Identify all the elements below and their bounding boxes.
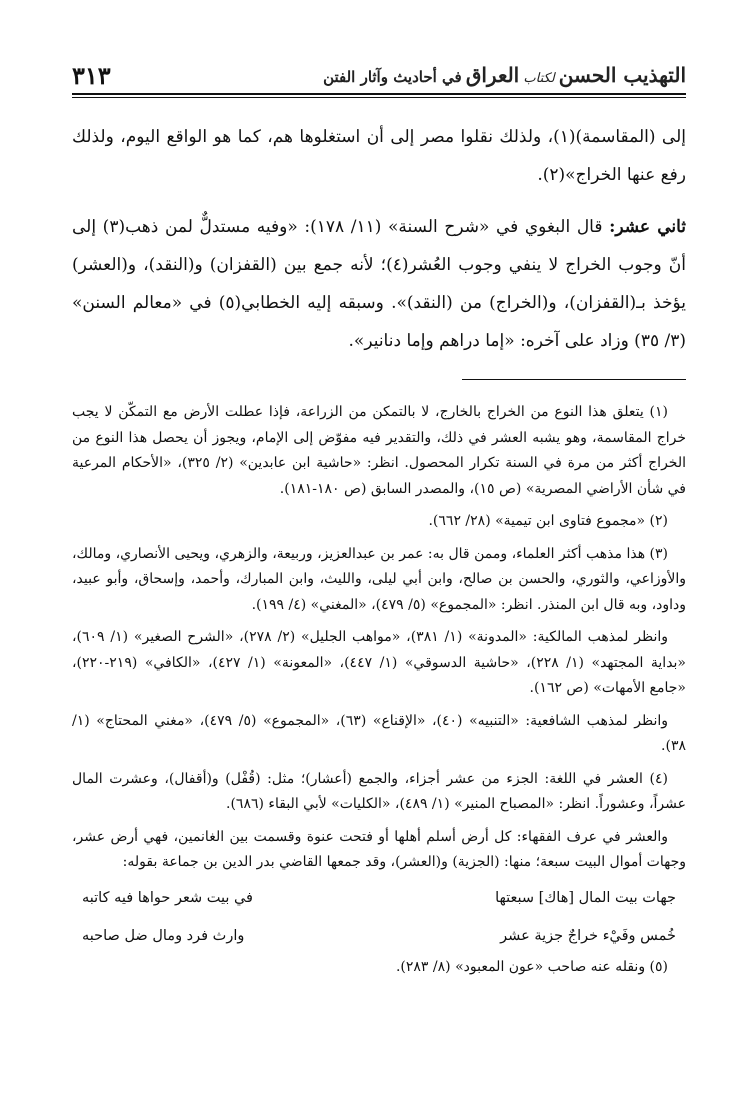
running-header [72,58,686,92]
book-title-part-4: في أحاديث وآثار الفتن [323,68,462,86]
book-title-part-3: العراق [465,63,520,87]
header-rule [72,93,686,95]
main-paragraph-2-text: قال البغوي في «شرح السنة» (١١/ ١٧٨): «وفيه مستدلٌّ لمن ذهب(٣) إلى أنّ وجوب الخراج لا ينفي وجوب العُشر(٤)؛ لأنه جمع بين (القفزان) و(النقد)، و(العشر) يؤخذ بـ(القفزان)، و(الخراج) من (النقد)». وسبقه إليه الخطابي(٥) في «معالم السنن» (٣/ ٣٥) وزاد على آخره: «إما دراهم وإما دنانير». [72,217,686,351]
footnote-4: (٤) العشر في اللغة: الجزء من عشر أجزاء، والجمع (أعشار)؛ مثل: (قُفْل) و(أقفال)، وعشرت المال عشراً، وعشوراً. انظر: «المصباح المنير» (١/ ٤٨٩)، «الكليات» لأبي البقاء (٦٨٦). [72,770,686,812]
footnote-5: (٥) ونقله عنه صاحب «عون المعبود» (٨/ ٢٨٣). [395,958,668,975]
page-number: ٣١٣ [72,60,111,90]
main-text [72,118,686,360]
verse-1-first-hemistich: جهات بيت المال [هاك] سبعتها [495,889,676,906]
verse-2-first-hemistich: خُمس وفَيْء خراجٌ جزية عشر [500,927,676,944]
verse-line-1 [82,883,676,914]
footnote-3-maliki: وانظر لمذهب المالكية: «المدونة» (١/ ٣٨١)، «مواهب الجليل» (٢/ ٢٧٨)، «الشرح الصغير» (١/ ٦٠٩)، «بداية المجتهد» (١/ ٢٢٨)، «حاشية الدسوقي» (١/ ٤٤٧)، «المعونة» (١/ ٤٢٧)، «الكافي» (٢١٩-٢٢٠)، «جامع الأمهات» (ص ١٦٢). [72,629,686,696]
footnote-3-shafii: وانظر لمذهب الشافعية: «التنبيه» (٤٠)، «الإقناع» (٦٣)، «المجموع» (٥/ ٤٧٩)، «مغني المحتاج» (١/ ٣٨). [72,712,686,754]
main-paragraph-2 [72,208,686,360]
main-paragraph-1: إلى (المقاسمة)(١)، ولذلك نقلوا مصر إلى أن استغلوها هم، كما هو الواقع اليوم، ولذلك رفع عنها الخراج»(٢). [72,127,687,185]
verse-line-2 [82,921,676,952]
footnote-2: (٢) «مجموع فتاوى ابن تيمية» (٢٨/ ٦٦٢). [428,513,668,529]
verse-1-second-hemistich: في بيت شعر حواها فيه كاتبه [82,889,253,906]
footnote-4-fiqh: والعشر في عرف الفقهاء: كل أرض أسلم أهلها أو فتحت عنوة وقسمت بين الغانمين، فهي أرض عشر، وجهات أموال البيت سبعة؛ منها: (الجزية) و(العشر)، وقد جمعها القاضي بدر الدين بن جماعة بقوله: [72,828,686,870]
verse-2-second-hemistich: وارث فرد ومال ضل صاحبه [82,927,245,944]
book-title-part-2: لكتاب [523,71,555,86]
footnote-separator [462,379,686,380]
footnote-1: (١) يتعلق هذا النوع من الخراج بالخارج، لا بالتمكن من الزراعة، فإذا عطلت الأرض مع التمكّن لا يجب خراج المقاسمة، وهو يشبه العشر في ذلك، والتقدير فيه مفوّض إلى الإمام، ويجوز أن يحصل هذا النوع من الخراج أكثر من مرة في السنة تكرار المحصول. انظر: «حاشية ابن عابدين» (٢/ ٣٢٥)، «الأحكام المرعية في شأن الأراضي المصرية» (ص ١٥)، والمصدر السابق (ص ١٨٠-١٨١). [72,404,686,497]
section-lead: ثاني عشر: [609,217,687,237]
footnote-3: (٣) هذا مذهب أكثر العلماء، وممن قال به: عمر بن عبدالعزيز، وربيعة، والزهري، ويحيى الأنصاري، ومالك، والأوزاعي، والثوري، والحسن بن صالح، وابن أبي ليلى، والليث، وابن المبارك، وأحمد، وإسحاق، وأبو عبيد، وداود، وبه قال ابن المنذر. انظر: «المجموع» (٥/ ٤٧٩)، «المغني» (٤/ ١٩٩). [72,545,686,613]
footnotes [72,400,686,987]
book-title-part-1: التهذيب الحسن [558,63,686,87]
book-title [323,63,686,87]
header-rule-thin [72,97,686,98]
